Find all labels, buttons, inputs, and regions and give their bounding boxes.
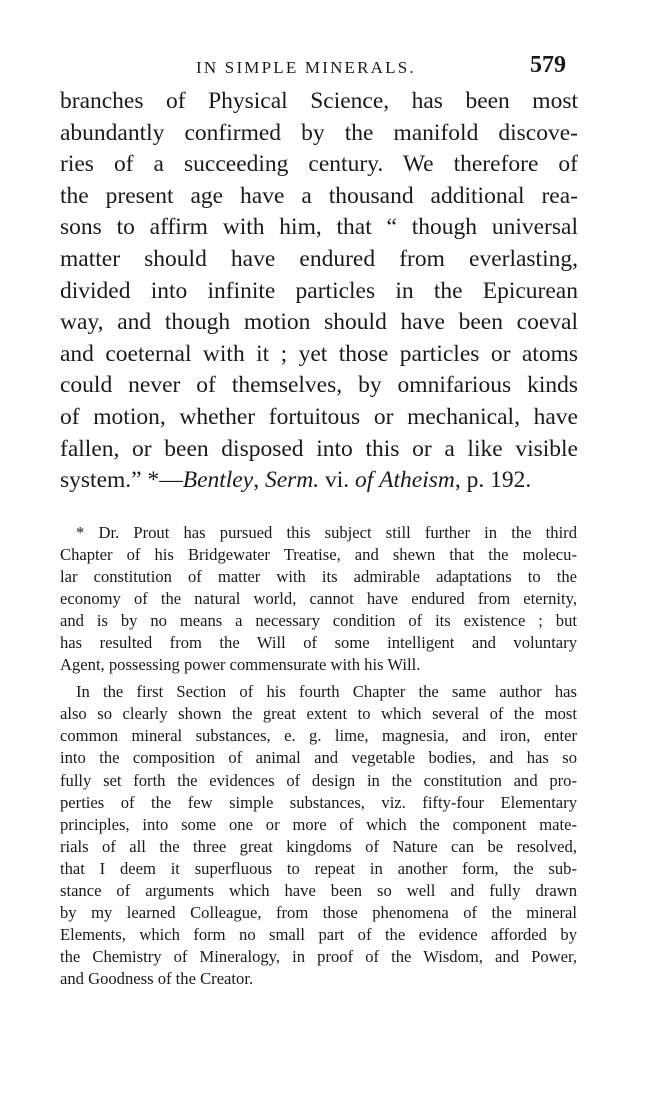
text-line: sons to affirm with him, that “ though universal [60, 214, 578, 241]
citation-sermon: Serm. [264, 467, 320, 494]
text-line: and coeternal with it ; yet those particles or atoms [60, 340, 578, 367]
footnote-line: common mineral substances, e. g. lime, magnesia, and iron, enter [60, 726, 577, 746]
footnote-line: rials of all the three great kingdoms of Nature can be resolved, [60, 836, 577, 856]
footnotes [60, 522, 577, 990]
main-text [60, 86, 578, 497]
citation-author: Bentley [182, 467, 254, 494]
citation-separator: , [253, 467, 265, 494]
text-line: fallen, or been disposed into this or a like visible [60, 435, 578, 462]
footnote-line: and is by no means a necessary condition of its existence ; but [60, 611, 577, 631]
text-line: branches of Physical Science, has been most [60, 88, 578, 114]
footnote-2 [60, 681, 577, 990]
footnote-line: by my learned Colleague, from those phenomena of the mineral [60, 902, 577, 922]
citation-work: Atheism [379, 467, 455, 494]
footnote-line: lar constitution of matter with its admirable adaptations to the [60, 567, 577, 587]
footnote-line: In the first Section of his fourth Chapter the same author has [76, 682, 577, 702]
text-line: ries of a succeeding century. We therefore of [60, 151, 578, 178]
text-line: way, and though motion should have been coeval [60, 309, 578, 336]
text-line: abundantly confirmed by the manifold discove- [60, 119, 578, 146]
citation-page: , p. 192. [454, 467, 532, 494]
citation-lead: system.” *— [60, 467, 183, 494]
footnote-line: into the composition of animal and vegetable bodies, and has so [60, 748, 577, 768]
footnote-line: also so clearly shown the great extent to which several of the most [60, 704, 577, 724]
citation-line [60, 465, 578, 497]
text-line: matter should have endured from everlasting, [60, 245, 578, 272]
footnote-1 [60, 522, 577, 676]
footnote-line: perties of the few simple substances, viz. fifty-four Elementary [60, 792, 577, 812]
footnote-line: the Chemistry of Mineralogy, in proof of the Wisdom, and Power, [60, 946, 577, 966]
footnote-line: Chapter of his Bridgewater Treatise, and shewn that the molecu- [60, 545, 577, 565]
running-title: IN SIMPLE MINERALS. [196, 58, 416, 77]
text-line: divided into infinite particles in the Epicurean [60, 277, 578, 304]
footnote-line: has resulted from the Will of some intelligent and voluntary [60, 633, 577, 653]
text-line: of motion, whether fortuitous or mechanical, have [60, 403, 578, 430]
footnote-line: Agent, possessing power commensurate with his Will. [60, 655, 421, 675]
citation-number: vi. [319, 467, 356, 494]
footnote-line: Elements, which form no small part of the evidence afforded by [60, 924, 577, 944]
running-header [0, 52, 669, 82]
footnote-line: fully set forth the evidences of design in the constitution and pro- [60, 770, 577, 790]
footnote-line: that I deem it superfluous to repeat in another form, the sub- [60, 858, 577, 878]
footnote-line: principles, into some one or more of which the component mate- [60, 814, 577, 834]
footnote-line: stance of arguments which have been so well and fully drawn [60, 880, 577, 900]
citation-of: of [355, 467, 374, 494]
text-line: the present age have a thousand additional rea- [60, 182, 578, 209]
page-number: 579 [530, 52, 566, 78]
footnote-line: economy of the natural world, cannot have endured from eternity, [60, 589, 577, 609]
footnote-line: * Dr. Prout has pursued this subject still further in the third [76, 523, 577, 542]
footnote-line: and Goodness of the Creator. [60, 968, 254, 988]
text-line: could never of themselves, by omnifarious kinds [60, 372, 578, 399]
